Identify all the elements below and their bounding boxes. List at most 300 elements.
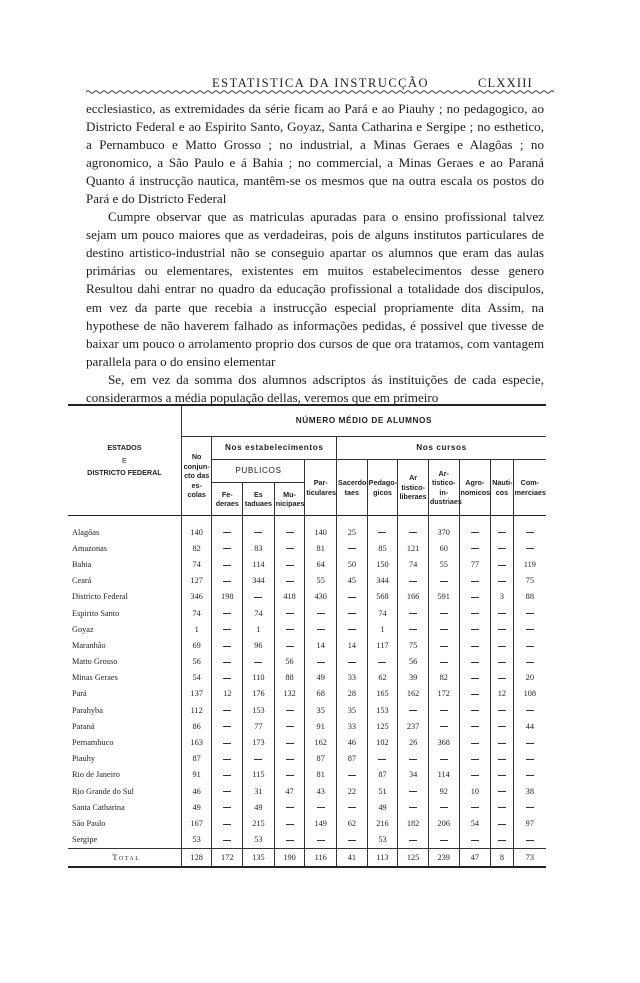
dash-mark (286, 710, 294, 711)
value-cell: 53 (243, 832, 275, 849)
value-cell: 206 (428, 815, 459, 831)
dash-mark (526, 743, 534, 744)
dash-mark (409, 532, 417, 533)
state-name-cell: Amazonas (72, 543, 108, 553)
state-name-cell: Parahyba (72, 705, 103, 715)
table-row (68, 751, 546, 767)
value-cell (212, 654, 243, 670)
dash-mark (223, 840, 231, 841)
states-header-line1: ESTADOS (107, 443, 142, 453)
municipaes-header: Mu-nicipaes (274, 483, 305, 516)
no-conjunto-header: No conjun-cto das es-colas (181, 437, 212, 516)
value-cell: 110 (243, 670, 275, 686)
value-cell: 38 (513, 783, 546, 799)
value-cell (274, 605, 305, 621)
value-cell: 344 (367, 573, 398, 589)
value-cell: 83 (243, 540, 275, 556)
paragraph-3: Se, em vez da somma dos alumnos adscriptos ás instituições de cada especie, considerarmos a média população dellas, veremos que em primeiro (86, 371, 544, 405)
value-cell: 88 (513, 589, 546, 605)
value-cell: 115 (243, 767, 275, 783)
dash-mark (498, 759, 506, 760)
value-cell (274, 540, 305, 556)
dash-mark (378, 662, 386, 663)
dash-mark (498, 824, 506, 825)
value-cell: 47 (274, 783, 305, 799)
dash-mark (409, 759, 417, 760)
value-cell (513, 654, 546, 670)
statistics-table (68, 404, 546, 868)
dash-mark (223, 824, 231, 825)
value-cell (491, 815, 513, 831)
value-cell (459, 832, 491, 849)
value-cell: 117 (367, 637, 398, 653)
value-cell (274, 621, 305, 637)
states-header-line2: E (122, 455, 127, 465)
table-row (68, 621, 546, 637)
value-cell: 165 (367, 686, 398, 702)
value-cell (337, 589, 368, 605)
dash-mark (440, 613, 448, 614)
dash-mark (223, 807, 231, 808)
dash-mark (498, 775, 506, 776)
dash-mark (526, 759, 534, 760)
value-cell (491, 799, 513, 815)
state-name-cell: Minas Geraes (72, 673, 118, 683)
sacerdotaes-header: Sacerdo-taes (337, 460, 368, 516)
value-cell: 172 (212, 848, 243, 867)
value-cell (428, 573, 459, 589)
value-cell: 418 (274, 589, 305, 605)
value-cell (212, 621, 243, 637)
table-row (68, 589, 546, 605)
value-cell (513, 734, 546, 750)
dash-mark (498, 710, 506, 711)
value-cell (513, 540, 546, 556)
dash-mark (526, 710, 534, 711)
value-cell (212, 556, 243, 572)
total-row (68, 848, 546, 867)
value-cell: 20 (513, 670, 546, 686)
value-cell: 162 (398, 686, 429, 702)
value-cell: 112 (181, 702, 212, 718)
value-cell: 108 (513, 686, 546, 702)
value-cell: 239 (428, 848, 459, 867)
statistics-table-wrapper (68, 404, 546, 868)
value-cell: 49 (243, 799, 275, 815)
value-cell: 22 (337, 783, 368, 799)
value-cell (398, 751, 429, 767)
dash-mark (526, 613, 534, 614)
value-cell (459, 540, 491, 556)
value-cell: 34 (398, 767, 429, 783)
value-cell: 116 (305, 848, 337, 867)
value-cell (212, 799, 243, 815)
value-cell (459, 686, 491, 702)
federaes-header: Fe-deraes (212, 483, 243, 516)
dash-mark (348, 548, 356, 549)
value-cell: 26 (398, 734, 429, 750)
dash-mark (409, 840, 417, 841)
value-cell (491, 654, 513, 670)
table-row (68, 718, 546, 734)
dash-mark (498, 646, 506, 647)
value-cell (274, 767, 305, 783)
value-cell: 140 (181, 524, 212, 540)
value-cell (459, 605, 491, 621)
value-cell: 97 (513, 815, 546, 831)
value-cell (212, 718, 243, 734)
value-cell (428, 832, 459, 849)
value-cell (513, 621, 546, 637)
value-cell (337, 540, 368, 556)
page-number: CLXXIII (478, 76, 533, 90)
value-cell (428, 751, 459, 767)
dash-mark (440, 840, 448, 841)
value-cell: 75 (398, 637, 429, 653)
value-cell: 33 (337, 718, 368, 734)
value-cell (212, 702, 243, 718)
value-cell (398, 605, 429, 621)
value-cell: 56 (398, 654, 429, 670)
dash-mark (286, 646, 294, 647)
value-cell: 88 (274, 670, 305, 686)
state-name-cell: Matto Grosso (72, 657, 118, 667)
value-cell: 215 (243, 815, 275, 831)
value-cell (491, 832, 513, 849)
value-cell (459, 573, 491, 589)
dash-mark (317, 840, 325, 841)
paragraph-1: ecclesiastico, as extremidades da série ficam ao Pará e ao Piauhy ; no pedagogico, ao Districto Federal e ao Espirito Santo, Goyaz, Santa Catharina e Sergipe ; no esthetico, a Pernambuco e Matto Grosso ; no industrial, a Minas Geraes e Alagôas ; no agronomico, a São Paulo e á Bahia ; no commercial, a Minas Geraes e ao Paraná Quanto á instrucção nautica, mantêm-se os mesmos que na outra escala os postos do Pará e do Districto Federal (86, 101, 544, 207)
dash-mark (317, 662, 325, 663)
value-cell (459, 670, 491, 686)
dash-mark (498, 662, 506, 663)
value-cell (305, 832, 337, 849)
value-cell: 54 (459, 815, 491, 831)
value-cell: 121 (398, 540, 429, 556)
value-cell: 346 (181, 589, 212, 605)
dash-mark (498, 581, 506, 582)
value-cell: 51 (367, 783, 398, 799)
state-name-cell: Sergipe (72, 835, 98, 845)
dash-mark (348, 613, 356, 614)
value-cell (337, 767, 368, 783)
state-name-cell: Pará (72, 689, 87, 699)
dash-mark (440, 759, 448, 760)
value-cell: 8 (491, 848, 513, 867)
value-cell: 53 (367, 832, 398, 849)
state-name-cell: Total (68, 848, 181, 867)
value-cell: 74 (367, 605, 398, 621)
value-cell: 86 (181, 718, 212, 734)
spacer-row (68, 516, 546, 525)
table-row (68, 556, 546, 572)
dash-mark (254, 597, 262, 598)
value-cell: 128 (181, 848, 212, 867)
table-body (68, 516, 546, 867)
state-name-cell: Espirito Santo (72, 608, 120, 618)
value-cell: 49 (305, 670, 337, 686)
value-cell: 150 (367, 556, 398, 572)
value-cell (428, 799, 459, 815)
value-cell (428, 702, 459, 718)
value-cell (243, 524, 275, 540)
dash-mark (471, 726, 479, 727)
value-cell: 132 (274, 686, 305, 702)
value-cell (367, 524, 398, 540)
value-cell (367, 654, 398, 670)
dash-mark (526, 807, 534, 808)
dash-mark (498, 565, 506, 566)
body-text (86, 100, 544, 407)
value-cell: 54 (181, 670, 212, 686)
dash-mark (317, 807, 325, 808)
dash-mark (223, 759, 231, 760)
value-cell (274, 832, 305, 849)
value-cell (274, 637, 305, 653)
table-row (68, 524, 546, 540)
value-cell (305, 621, 337, 637)
particulares-header: Par-ticulares (305, 460, 337, 516)
dash-mark (223, 565, 231, 566)
table-row (68, 767, 546, 783)
dash-mark (286, 775, 294, 776)
value-cell: 33 (337, 670, 368, 686)
value-cell: 49 (367, 799, 398, 815)
value-cell: 173 (243, 734, 275, 750)
dash-mark (409, 710, 417, 711)
value-cell (212, 751, 243, 767)
dash-mark (286, 840, 294, 841)
value-cell: 60 (428, 540, 459, 556)
artisticos-industriaes-header: Ar-tistico-in-dustriaes (428, 460, 459, 516)
value-cell: 3 (491, 589, 513, 605)
value-cell (428, 605, 459, 621)
dash-mark (286, 743, 294, 744)
dash-mark (286, 581, 294, 582)
value-cell (491, 621, 513, 637)
value-cell (513, 637, 546, 653)
value-cell: 113 (367, 848, 398, 867)
state-name-cell: Piauhy (72, 754, 96, 764)
dash-mark (526, 775, 534, 776)
value-cell: 91 (181, 767, 212, 783)
value-cell: 153 (243, 702, 275, 718)
value-cell (459, 767, 491, 783)
value-cell: 149 (305, 815, 337, 831)
dash-mark (286, 532, 294, 533)
value-cell: 44 (513, 718, 546, 734)
dash-mark (440, 807, 448, 808)
dash-mark (526, 840, 534, 841)
value-cell (459, 589, 491, 605)
value-cell: 49 (181, 799, 212, 815)
value-cell (428, 621, 459, 637)
main-header: NÚMERO MÉDIO DE ALUMNOS (181, 405, 546, 437)
value-cell (459, 621, 491, 637)
dash-mark (471, 532, 479, 533)
dash-mark (440, 629, 448, 630)
value-cell (398, 573, 429, 589)
dash-mark (254, 662, 262, 663)
dash-mark (223, 710, 231, 711)
dash-mark (471, 807, 479, 808)
value-cell (305, 605, 337, 621)
value-cell (212, 734, 243, 750)
value-cell: 25 (337, 524, 368, 540)
value-cell: 125 (398, 848, 429, 867)
pedagogicos-header: Pedago-gicos (367, 460, 398, 516)
dash-mark (286, 807, 294, 808)
publicos-header: PUBLICOS (212, 460, 305, 483)
value-cell: 182 (398, 815, 429, 831)
value-cell (212, 832, 243, 849)
dash-mark (348, 597, 356, 598)
dash-mark (286, 759, 294, 760)
value-cell: 172 (428, 686, 459, 702)
nauticos-header: Nauti-cos (491, 460, 513, 516)
value-cell (274, 718, 305, 734)
table-row (68, 702, 546, 718)
value-cell: 74 (398, 556, 429, 572)
dash-mark (286, 613, 294, 614)
dash-mark (223, 775, 231, 776)
value-cell (274, 702, 305, 718)
value-cell: 39 (398, 670, 429, 686)
value-cell (212, 637, 243, 653)
value-cell (513, 799, 546, 815)
dash-mark (526, 532, 534, 533)
value-cell: 370 (428, 524, 459, 540)
dash-mark (254, 759, 262, 760)
value-cell: 92 (428, 783, 459, 799)
value-cell (337, 799, 368, 815)
value-cell: 35 (305, 702, 337, 718)
dash-mark (471, 629, 479, 630)
value-cell (212, 670, 243, 686)
value-cell: 87 (305, 751, 337, 767)
value-cell: 73 (513, 848, 546, 867)
dash-mark (223, 743, 231, 744)
value-cell: 568 (367, 589, 398, 605)
value-cell: 77 (243, 718, 275, 734)
dash-mark (440, 726, 448, 727)
value-cell: 127 (181, 573, 212, 589)
dash-mark (471, 710, 479, 711)
table-row (68, 815, 546, 831)
value-cell (491, 734, 513, 750)
dash-mark (286, 824, 294, 825)
value-cell: 12 (491, 686, 513, 702)
value-cell (212, 815, 243, 831)
states-header (68, 405, 181, 516)
value-cell (212, 605, 243, 621)
dash-mark (498, 613, 506, 614)
value-cell (398, 524, 429, 540)
value-cell: 82 (428, 670, 459, 686)
value-cell: 1 (367, 621, 398, 637)
value-cell: 166 (398, 589, 429, 605)
dash-mark (471, 678, 479, 679)
value-cell (491, 540, 513, 556)
value-cell: 12 (212, 686, 243, 702)
nos-estabelecimentos-header: Nos estabelecimentos (212, 437, 337, 460)
dash-mark (498, 840, 506, 841)
table-row (68, 637, 546, 653)
value-cell (274, 751, 305, 767)
value-cell: 10 (459, 783, 491, 799)
value-cell: 198 (212, 589, 243, 605)
value-cell: 35 (337, 702, 368, 718)
value-cell: 114 (243, 556, 275, 572)
value-cell (513, 751, 546, 767)
value-cell: 69 (181, 637, 212, 653)
value-cell: 140 (305, 524, 337, 540)
value-cell (513, 524, 546, 540)
dash-mark (526, 548, 534, 549)
value-cell: 153 (367, 702, 398, 718)
dash-mark (223, 629, 231, 630)
value-cell (491, 767, 513, 783)
value-cell: 28 (337, 686, 368, 702)
value-cell (337, 605, 368, 621)
value-cell: 74 (181, 605, 212, 621)
value-cell: 91 (305, 718, 337, 734)
dash-mark (317, 629, 325, 630)
table-row (68, 686, 546, 702)
table-row (68, 799, 546, 815)
value-cell: 62 (337, 815, 368, 831)
dash-mark (317, 613, 325, 614)
value-cell: 46 (337, 734, 368, 750)
dash-mark (471, 597, 479, 598)
value-cell (459, 734, 491, 750)
value-cell (459, 718, 491, 734)
dash-mark (409, 581, 417, 582)
value-cell (398, 783, 429, 799)
value-cell (212, 573, 243, 589)
nos-cursos-header: Nos cursos (337, 437, 546, 460)
dash-mark (471, 548, 479, 549)
value-cell (513, 832, 546, 849)
dash-mark (498, 532, 506, 533)
dash-mark (498, 743, 506, 744)
value-cell: 135 (243, 848, 275, 867)
value-cell: 87 (181, 751, 212, 767)
value-cell: 190 (274, 848, 305, 867)
paragraph-2: Cumpre observar que as matriculas apuradas para o ensino profissional talvez sejam um pouco maiores que as verdadeiras, pois de alguns institutos particulares de destino artistico-industrial não se conseguio apartar os alumnos que eram das aulas primárias ou elementares, existentes em muitos estabelecimentos desse genero Resultou dahi entrar no quadro da educação profissional a totalidade dos discipulos, em vez da parte que recebia a instrucção especial propriamente dita Assim, na hypothese de não haverem falhado as informações pedidas, é possivel que tivesse de baixar um pouco o arrolamento proprio dos cursos de que ora tratamos, com vantagem parallela para o do ensino elementar (86, 209, 544, 369)
dash-mark (471, 743, 479, 744)
dash-mark (409, 629, 417, 630)
value-cell: 56 (181, 654, 212, 670)
value-cell (428, 637, 459, 653)
state-name-cell: Alagôas (72, 527, 100, 537)
dash-mark (378, 532, 386, 533)
value-cell: 176 (243, 686, 275, 702)
value-cell (459, 751, 491, 767)
dash-mark (348, 840, 356, 841)
dash-mark (471, 581, 479, 582)
dash-mark (223, 646, 231, 647)
value-cell (274, 524, 305, 540)
value-cell: 56 (274, 654, 305, 670)
value-cell (274, 815, 305, 831)
dash-mark (223, 791, 231, 792)
value-cell: 55 (428, 556, 459, 572)
dash-mark (348, 629, 356, 630)
state-name-cell: Maranhão (72, 640, 106, 650)
value-cell: 96 (243, 637, 275, 653)
value-cell: 74 (243, 605, 275, 621)
